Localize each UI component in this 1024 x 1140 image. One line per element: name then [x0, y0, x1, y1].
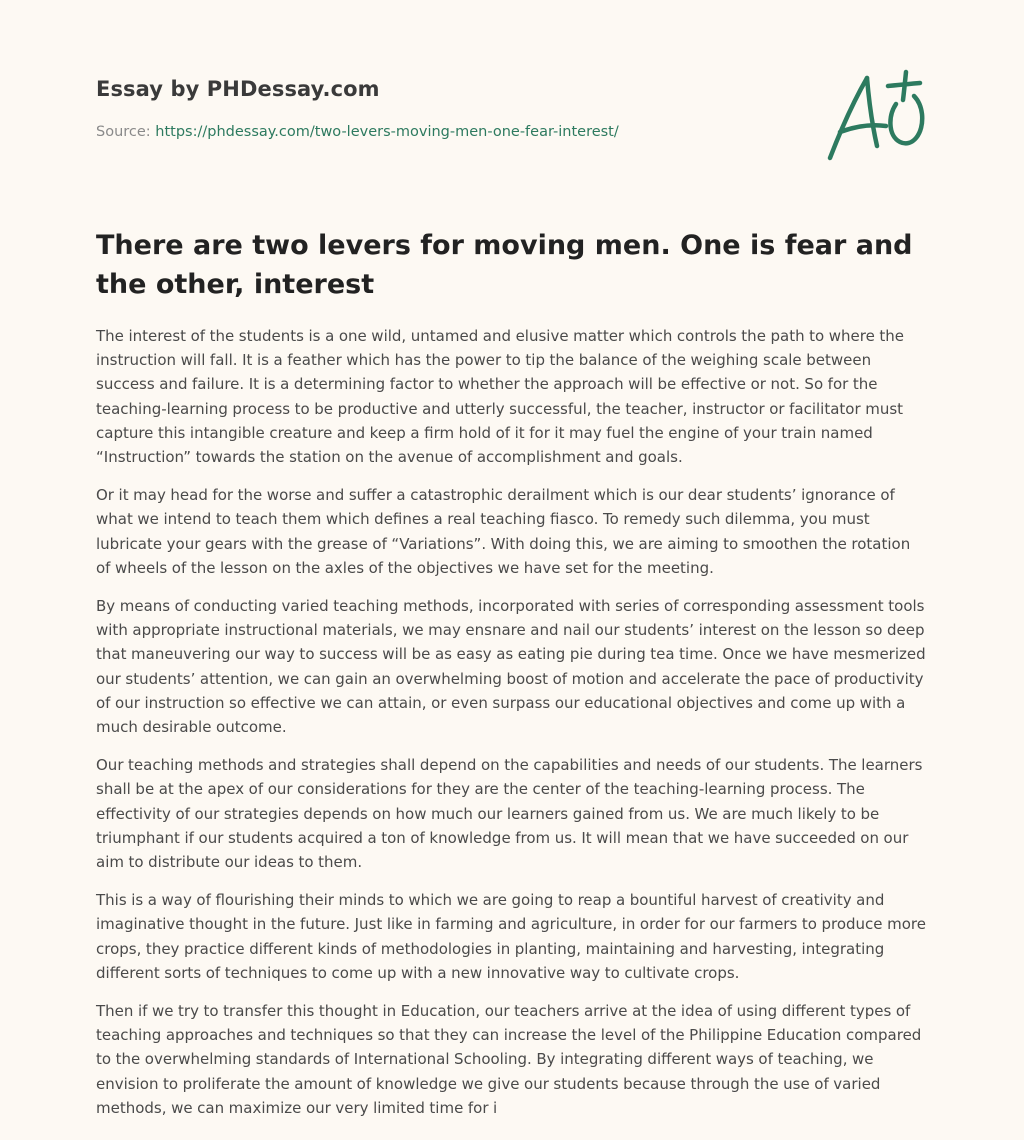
essay-paragraph: Or it may head for the worse and suffer a catastrophic derailment which is our dear students’ ignorance of what we intend to teach them which defines a real teaching fiasco. To remedy such dilemma, you must lubricate your gears with the grease of “Variations”. With doing this, we are aiming to smoothen the rotation of wheels of the lesson on the axles of the objectives we have set for the meeting.: [96, 486, 911, 577]
source-label: Source:: [96, 124, 156, 140]
essay-paragraph: By means of conducting varied teaching methods, incorporated with series of corresponding assessment tools with appropriate instructional materials, we may ensnare and nail our students’ interest on the lesson so deep that maneuvering our way to success will be as easy as eating pie during tea time. Once we have mesmerized our students’ attention, we can gain an overwhelming boost of motion and accelerate the pace of productivity of our instruction so effective we can attain, or even surpass our educational objectives and come up with a much desirable outcome.: [96, 597, 926, 737]
a-plus-grade-icon: [826, 66, 930, 166]
essay-title: There are two levers for moving men. One is fear and the other, interest: [96, 230, 913, 300]
essay-paragraph: The interest of the students is a one wild, untamed and elusive matter which controls the path to where the instruction will fall. It is a feather which has the power to tip the balance of the weighing scale between success and failure. It is a determining factor to whether the approach will be effective or not. So for the teaching-learning process to be productive and utterly successful, the teacher, instructor or facilitator must capture this intangible creature and keep a firm hold of it for it may fuel the engine of your train named “Instruction” towards the station on the avenue of accomplishment and goals.: [96, 327, 905, 467]
essay-paragraph: This is a way of flourishing their minds to which we are going to reap a bountiful harvest of creativity and imaginative thought in the future. Just like in farming and agriculture, in order for our farmers to produce more crops, they practice different kinds of methodologies in planting, maintaining and harvesting, integrating different sorts of techniques to come up with a new innovative way to cultivate crops.: [96, 891, 926, 982]
essay-body: [96, 324, 928, 1134]
brand-title: Essay by PHDessay.com: [96, 77, 380, 101]
essay-paragraph: Then if we try to transfer this thought in Education, our teachers arrive at the idea of using different types of teaching approaches and techniques so that they can increase the level of the Philippine Education compared to the overwhelming standards of International Schooling. By integrating different ways of teaching, we envision to proliferate the amount of knowledge we give our students because through the use of varied methods, we can maximize our very limited time for i: [96, 1002, 922, 1117]
source-line: [96, 124, 619, 140]
essay-paragraph: Our teaching methods and strategies shall depend on the capabilities and needs of our students. The learners shall be at the apex of our considerations for they are the center of the teaching-learning process. The effectivity of our strategies depends on how much our learners gained from us. We are much likely to be triumphant if our students acquired a ton of knowledge from us. It will mean that we have succeeded on our aim to distribute our ideas to them.: [96, 756, 923, 872]
source-link[interactable]: https://phdessay.com/two-levers-moving-men-one-fear-interest/: [155, 124, 619, 140]
